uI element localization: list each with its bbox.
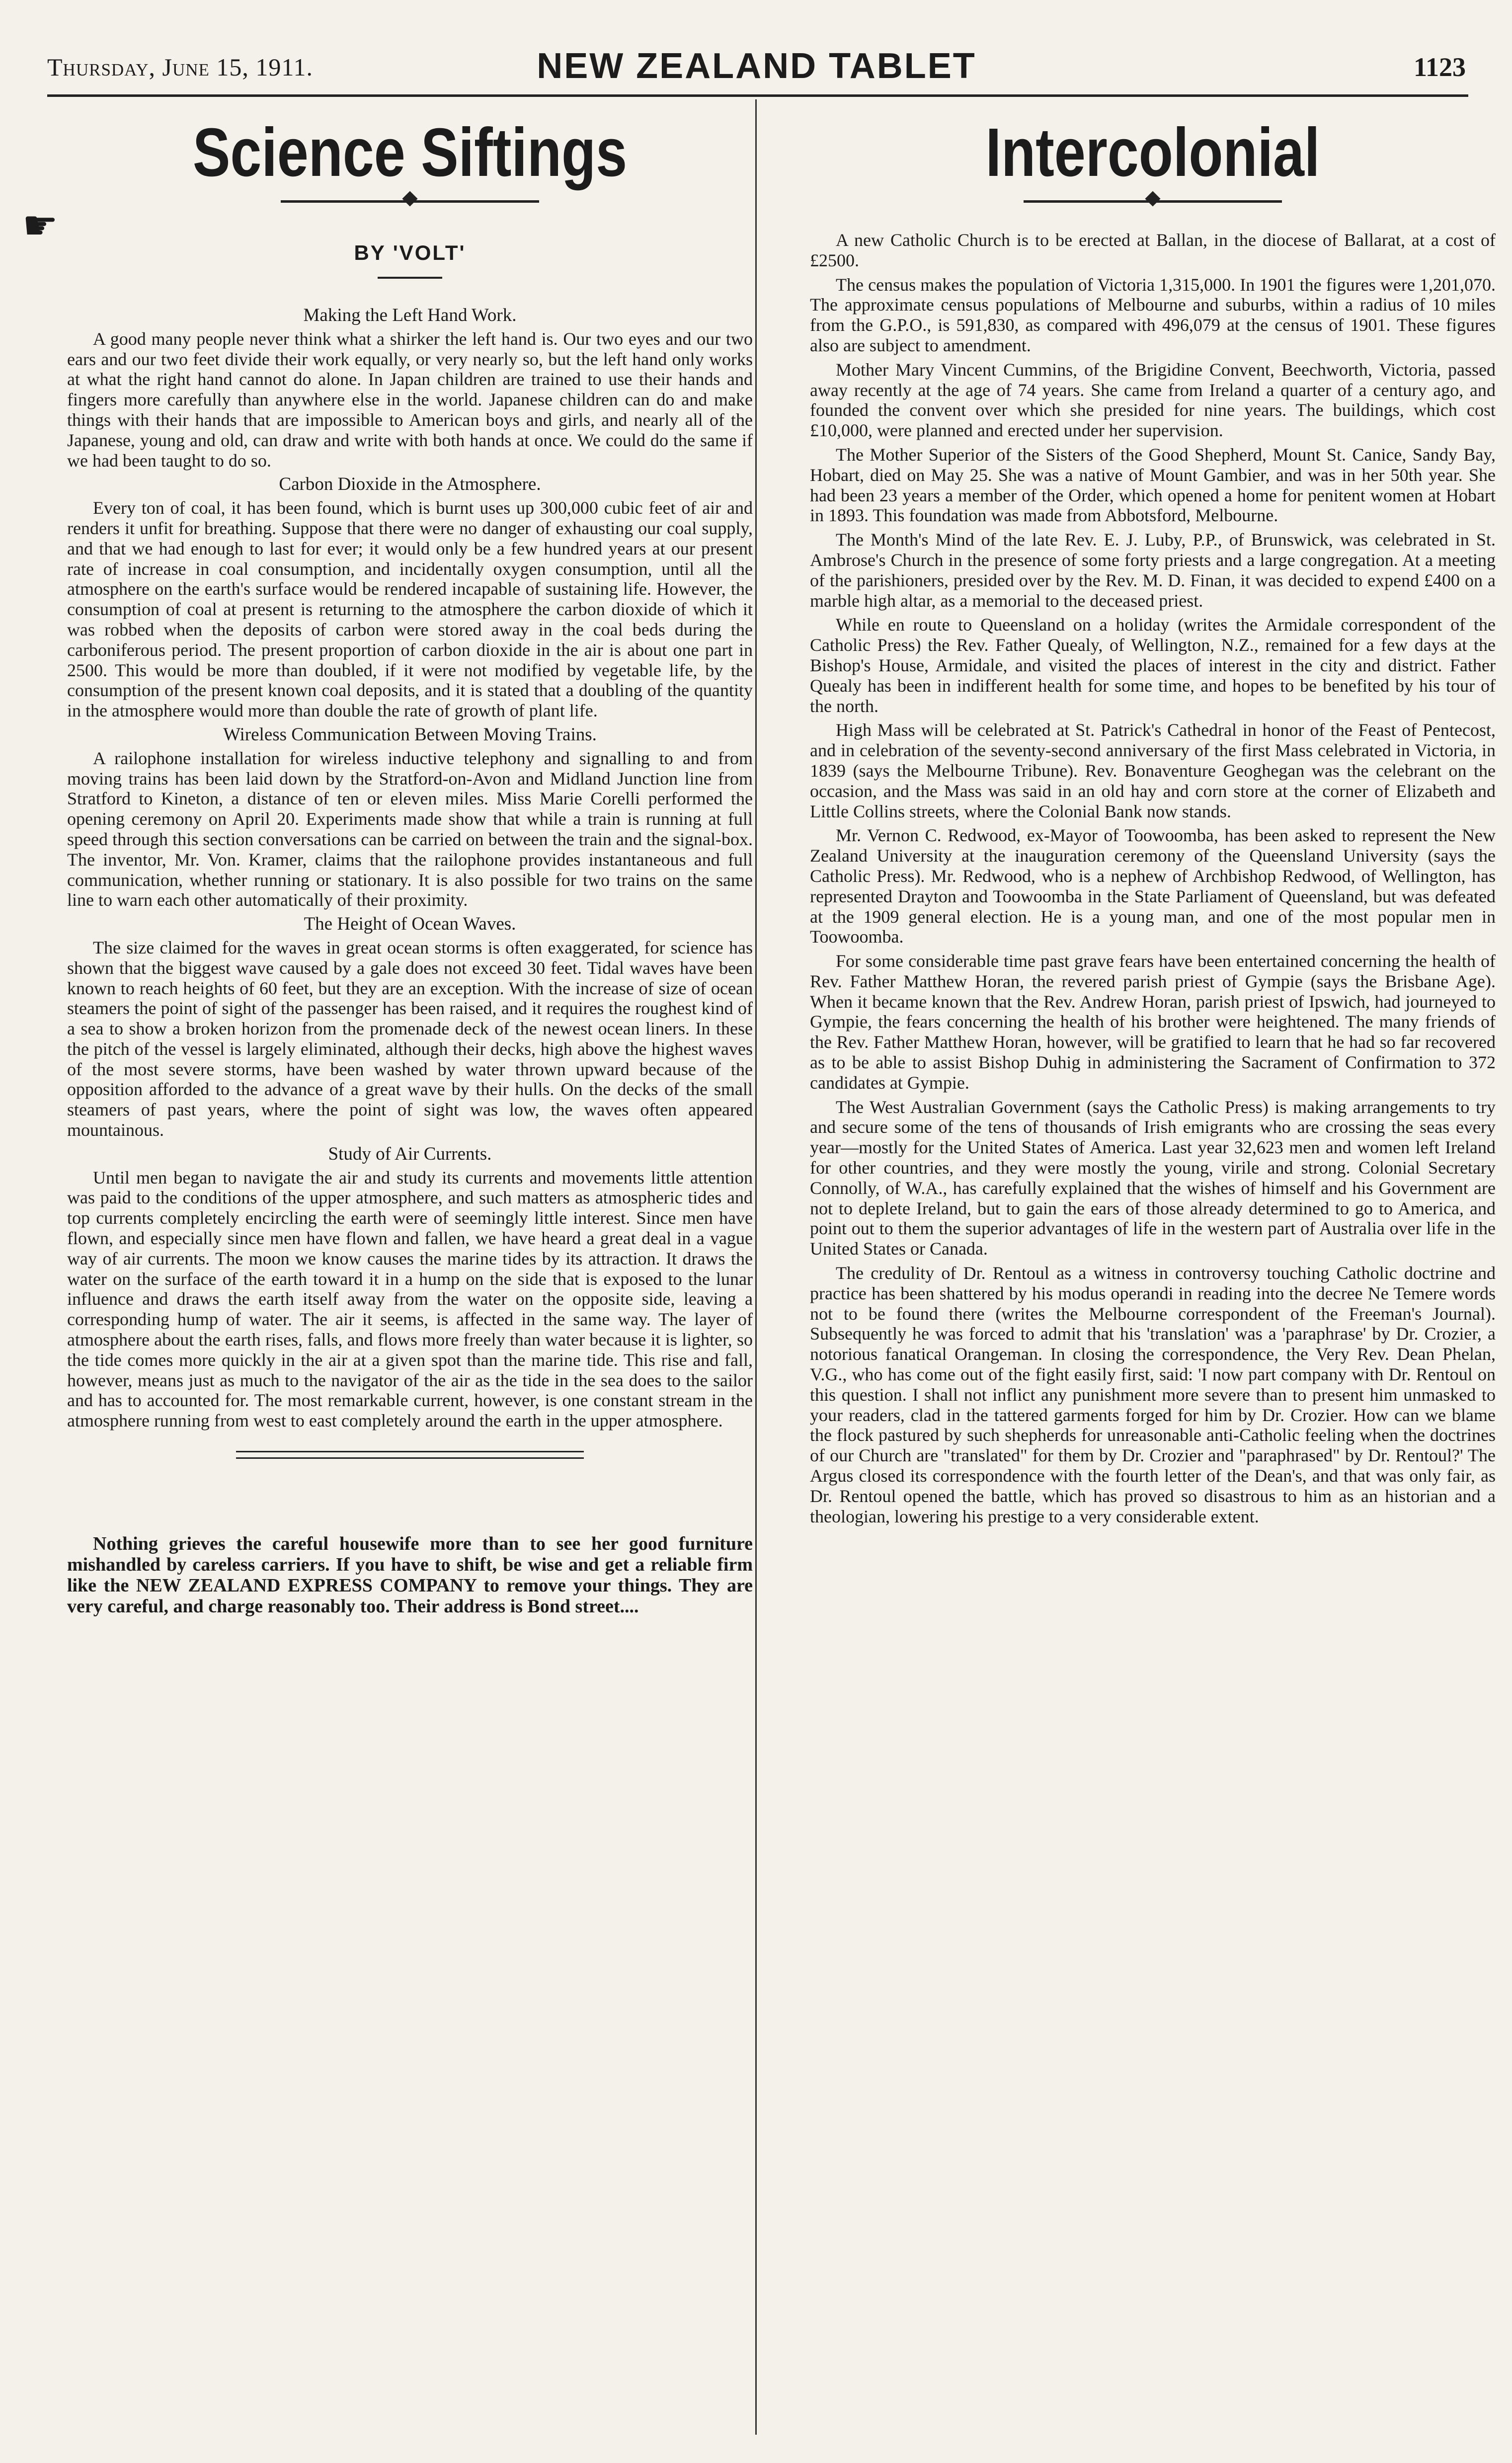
header-rule xyxy=(47,94,1468,97)
diamond-ornament-icon xyxy=(402,191,417,206)
news-item: The Mother Superior of the Sisters of the Good Shepherd, Mount St. Canice, Sandy Bay, Hobart, died on May 25. She was a native of Mount Gambier, and was in her 50th year. She had been 23 years a member of the Order, which opened a home for penitent women at Hobart in 1893. This foundation was made from Abbotsford, Melbourne. xyxy=(810,444,1496,526)
pointing-hand-icon: ☛ xyxy=(22,204,58,248)
news-item: For some considerable time past grave fears have been entertained concerning the health of Rev. Father Matthew Horan, the revered parish priest of Gympie (says the Brisbane Age). When it became known that the Rev. Andrew Horan, parish priest of Ipswich, had journeyed to Gympie, the fears concerning the health of his brother were heightened. The many friends of the Rev. Father Matthew Horan, however, will be gratified to learn that he had so far recovered as to be able to assist Bishop Duhig in administering the Sacrament of Confirmation to 372 candidates at Gympie. xyxy=(810,951,1496,1093)
section-heading: Wireless Communication Between Moving Trains. xyxy=(223,724,597,745)
section-heading: Study of Air Currents. xyxy=(328,1143,492,1164)
advertisement-rule xyxy=(236,1451,584,1459)
science-siftings-column xyxy=(22,112,753,1617)
issue-date: Thursday, June 15, 1911. xyxy=(47,53,314,81)
byline-rule xyxy=(378,277,442,279)
news-item: The Month's Mind of the late Rev. E. J. Luby, P.P., of Brunswick, was celebrated in St. Ambrose's Church in the presence of some forty priests and a large congregation. At a meeting of the parishioners, presided over by the Rev. M. D. Finan, it was decided to expend £400 on a marble high altar, as a memorial to the deceased priest. xyxy=(810,530,1496,611)
article-paragraph: A good many people never think what a shirker the left hand is. Our two eyes and our two ears and our two feet divide their work equally, or very nearly so, but the left hand only works at what the right hand cannot do alone. In Japan children are trained to use their hands and fingers more carefully than anywhere else in the world. Japanese children can do and make things with their hands that are impossible to American boys and girls, and nearly all of the Japanese, young and old, can draw and write with both hands at once. We could do the same if we had been taught to do so. xyxy=(67,328,753,471)
news-item: The credulity of Dr. Rentoul as a witness in controversy touching Catholic doctrine and practice has been shattered by his modus operandi in reading into the decree Ne Temere words not to be found there (writes the Melbourne correspondent of the Freeman's Journal). Subsequently he was forced to admit that his 'translation' was a 'paraphrase' by Dr. Crozier, a notorious fanatical Orangeman. In closing the correspondence, the Very Rev. Dean Phelan, V.G., who has come out of the fight easily first, said: 'I now part company with Dr. Rentoul on this question. I shall not inflict any punishment more severe than to present him unmasked to your readers, clad in the tattered garments forged for him by Dr. Crozier. How can we blame the flock pastured by such shepherds for unreasonable anti-Catholic feeling when the doctrines of our Church are "translated" for them by Dr. Crozier and "paraphrased" by Dr. Rentoul?' The Argus closed its correspondence with the fourth letter of the Dean's, and that was only fair, as Dr. Rentoul opened the battle, which has proved so disastrous to him as an historian and a theologian, lowering his prestige to a very considerable extent. xyxy=(810,1263,1496,1526)
headline-ornament xyxy=(281,191,539,211)
intercolonial-body xyxy=(810,230,1496,1526)
science-siftings-headline: Science Siftings xyxy=(192,114,628,191)
advertisement-text: Nothing grieves the careful housewife more than to see her good furniture mishandled by careless carriers. If you have to shift, be wise and get a reliable firm like the NEW ZEALAND EXPRESS COMPANY to remove your things. They are very careful, and charge reasonably too. Their address is Bond street.... xyxy=(67,1533,753,1617)
page-header xyxy=(47,46,1466,90)
article-paragraph: A railophone installation for wireless inductive telephony and signalling to and from moving trains has been laid down by the Stratford-on-Avon and Midland Junction line from Stratford to Kineton, a distance of ten or eleven miles. Miss Marie Corelli performed the opening ceremony on April 20. Experiments made show that while a train is running at full speed through this section conversations can be carried on between the train and the signal-box. The inventor, Mr. Von. Kramer, claims that the railophone provides instantaneous and full communication, whether running or stationary. It is also possible for two trains on the same line to warn each other automatically of their proximity. xyxy=(67,748,753,910)
section-heading: Carbon Dioxide in the Atmosphere. xyxy=(279,474,541,495)
intercolonial-column xyxy=(810,112,1496,1526)
intercolonial-headline: Intercolonial xyxy=(985,114,1320,191)
masthead-title: NEW ZEALAND TABLET xyxy=(537,46,976,86)
news-item: A new Catholic Church is to be erected at Ballan, in the diocese of Ballarat, at a cost of £2500. xyxy=(810,230,1496,270)
byline: BY 'VOLT' xyxy=(354,241,466,264)
news-item: The census makes the population of Victoria 1,315,000. In 1901 the figures were 1,201,070. The approximate census populations of Melbourne and suburbs, within a radius of 10 miles from the G.P.O., is 591,830, as compared with 496,079 at the census of 1901. These figures also are subject to amendment. xyxy=(810,274,1496,355)
science-siftings-body xyxy=(67,306,753,1431)
news-item: Mr. Vernon C. Redwood, ex-Mayor of Toowoomba, has been asked to represent the New Zealand University at the inauguration ceremony of the Queensland University (says the Catholic Press). Mr. Redwood, who is a nephew of Archbishop Redwood, of Wellington, has represented Drayton and Toowoomba in the State Parliament of Queensland, but was defeated at the 1909 general election. He is a young man, and one of the most popular men in Toowoomba. xyxy=(810,825,1496,947)
express-company-advertisement xyxy=(67,1533,753,1617)
news-item: High Mass will be celebrated at St. Patrick's Cathedral in honor of the Feast of Pentecost, and in celebration of the seventy-second anniversary of the first Mass celebrated in Victoria, in 1839 (says the Melbourne Tribune). Rev. Bonaventure Geoghegan was the celebrant on the occasion, and the Mass was said in an old hay and corn store at the corner of Elizabeth and Little Collins streets, where the Colonial Bank now stands. xyxy=(810,720,1496,821)
diamond-ornament-icon xyxy=(1145,191,1160,206)
column-divider xyxy=(755,99,757,2435)
section-heading: Making the Left Hand Work. xyxy=(303,305,517,325)
section-heading: The Height of Ocean Waves. xyxy=(304,914,516,935)
page-number: 1123 xyxy=(1413,52,1466,82)
article-paragraph: The size claimed for the waves in great ocean storms is often exaggerated, for science has shown that the biggest wave caused by a gale does not exceed 30 feet. Tidal waves have been known to reach heights of 60 feet, but they are an exception. With the increase of size of ocean steamers the point of sight of the passenger has been raised, and it requires the roughest kind of a sea to show a broken horizon from the promenade deck of the newest ocean liners. In these the pitch of the vessel is largely eliminated, although their decks, high above the highest waves of the most severe storms, have been washed by water thrown upward because of the opposition afforded to the advance of a great wave by their hulls. On the decks of the small steamers of past years, where the point of sight was low, the waves often appeared mountainous. xyxy=(67,937,753,1140)
article-paragraph: Until men began to navigate the air and study its currents and movements little attention was paid to the conditions of the upper atmosphere, and such matters as atmospheric tides and top currents completely encircling the earth were of seemingly little interest. Since men have flown, and especially since men have flown and fallen, we have heard a great deal in a vague way of air currents. The moon we know causes the marine tides by its attraction. It draws the water on the surface of the earth toward it in a hump on the side that is exposed to the lunar influence and draws the earth itself away from the water on the opposite side, leaving a corresponding hump of water. The air it seems, is affected in the same way. The layer of atmosphere about the earth rises, falls, and flows more freely than water because it is lighter, so the tide comes more quickly in the air at a given spot than the marine tide. This rise and fall, however, means just as much to the navigator of the air as the tide in the sea does to the sailor and has to accounted for. The most remarkable current, however, is one constant stream in the atmosphere running from west to east completely around the earth in the upper atmosphere. xyxy=(67,1167,753,1431)
headline-ornament xyxy=(1024,191,1282,211)
news-item: While en route to Queensland on a holiday (writes the Armidale correspondent of the Catholic Press) the Rev. Father Quealy, of Wellington, N.Z., remained for a few days at the Bishop's House, Armidale, and visited the places of interest in the city and district. Father Quealy has been in indifferent health for some time, and hopes to be benefited by his tour of the north. xyxy=(810,615,1496,716)
article-paragraph: Every ton of coal, it has been found, which is burnt uses up 300,000 cubic feet of air and renders it unfit for breathing. Suppose that there were no danger of exhausting our coal supply, and that we had enough to last for ever; it would only be a few hundred years at our present rate of increase in coal consumption, and incidentally oxygen consumption, until all the atmosphere on the earth's surface would be rendered incapable of sustaining life. However, the consumption of coal at present is returning to the atmosphere the carbon dioxide of which it was robbed when the deposits of carbon were stored away in the coal beds during the carboniferous period. The present proportion of carbon dioxide in the air is about one part in 2500. This would be more than doubled, if it were not modified by vegetable life, by the consumption of the present known coal deposits, and it is stated that a doubling of the quantity in the atmosphere would more than double the rate of growth of plant life. xyxy=(67,498,753,721)
news-item: The West Australian Government (says the Catholic Press) is making arrangements to try and secure some of the tens of thousands of Irish emigrants who are crossing the seas every year—mostly for the United States of America. Last year 32,623 men and women left Ireland for other countries, and they were mostly the young, virile and strong. Colonial Secretary Connolly, of W.A., has carefully explained that the wishes of himself and his Government are not to deplete Ireland, but to gain the ears of those already determined to go to America, and point out to them the superior advantages of life in the western part of Australia over life in the United States or Canada. xyxy=(810,1097,1496,1259)
news-item: Mother Mary Vincent Cummins, of the Brigidine Convent, Beechworth, Victoria, passed away recently at the age of 74 years. She came from Ireland a quarter of a century ago, and founded the convent over which she presided for nine years. The buildings, which cost £10,000, were planned and erected under her supervision. xyxy=(810,359,1496,441)
